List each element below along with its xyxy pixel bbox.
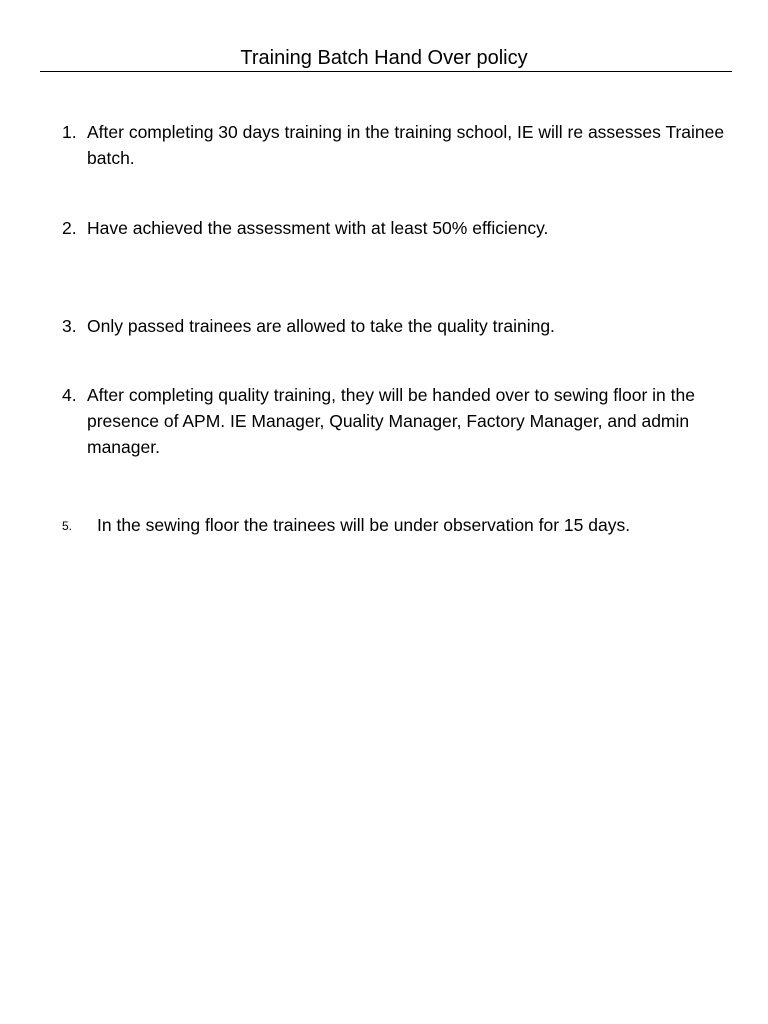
- list-item-number: 5.: [62, 519, 73, 533]
- page-title: Training Batch Hand Over policy: [240, 47, 528, 69]
- list-item-number: 4.: [62, 385, 77, 405]
- list-item-number: 1.: [62, 122, 77, 142]
- list-item-text: After completing 30 days training in the training school, IE will re assesses Trainee batch.: [87, 122, 725, 168]
- title-divider: [40, 71, 732, 72]
- list-item-text: After completing quality training, they will be handed over to sewing floor in the presence of APM. IE Manager, Quality Manager, Factory Manager, and admin manager.: [87, 385, 695, 457]
- list-item: [62, 512, 732, 538]
- list-item-text: Have achieved the assessment with at least 50% efficiency.: [87, 218, 549, 238]
- list-item-number: 2.: [62, 218, 77, 238]
- list-item: [62, 382, 732, 460]
- list-item: [62, 215, 732, 241]
- list-item-text: Only passed trainees are allowed to take the quality training.: [87, 316, 555, 336]
- list-item: [62, 313, 732, 339]
- list-item-text: In the sewing floor the trainees will be under observation for 15 days.: [97, 515, 631, 535]
- list-item-number: 3.: [62, 316, 77, 336]
- list-item: [62, 119, 732, 171]
